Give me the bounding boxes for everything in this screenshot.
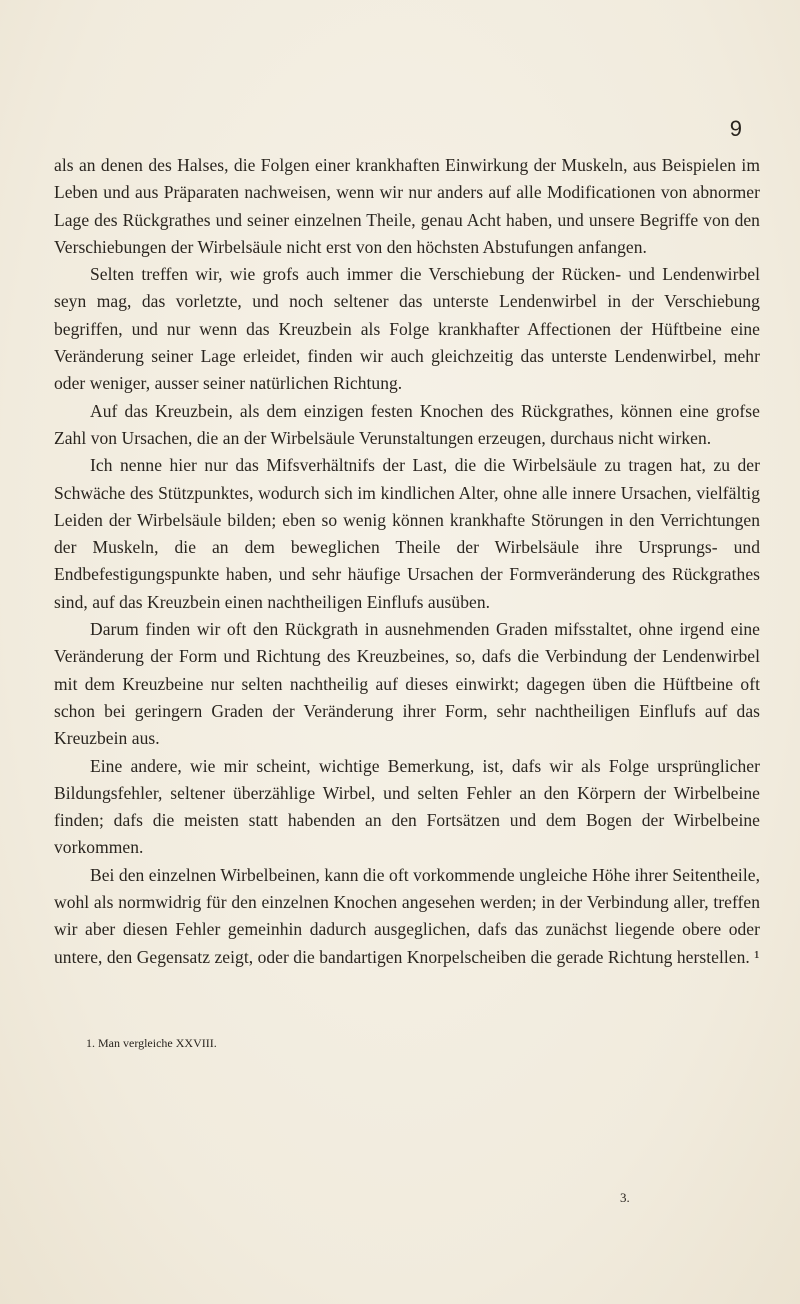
paragraph: Ich nenne hier nur das Mifsverhältnifs der Last, die die Wirbelsäule zu tragen hat, zu der Schwäche des Stützpunktes, wodurch sich im kindlichen Alter, ohne alle innere Ursachen, vielfältig Leiden der Wirbelsäule bilden; eben so wenig können krankhafte Störungen in den Verrichtungen der Muskeln, die an dem beweglichen Theile der Wirbelsäule ihre Ursprungs- und Endbefestigungspunkte haben, und sehr häufige Ursachen der Formveränderung des Rückgrathes sind, auf das Kreuzbein einen nachtheiligen Einflufs ausüben.: [54, 455, 760, 612]
paragraph: Darum finden wir oft den Rückgrath in ausnehmenden Graden mifsstaltet, ohne irgend eine Veränderung der Form und Richtung des Kreuzbeines, so, dafs die Verbindung der Lendenwirbel mit dem Kreuzbeine nur selten nachtheilig auf dieses einwirkt; dagegen üben die Hüftbeine oft schon bei geringern Graden der Veränderung ihrer Form, sehr nachtheiligen Einflufs auf das Kreuzbein aus.: [54, 619, 760, 749]
body-text: [54, 152, 760, 971]
page-number: 9: [729, 116, 742, 141]
paragraph: Auf das Kreuzbein, als dem einzigen festen Knochen des Rückgrathes, können eine grofse Zahl von Ursachen, die an der Wirbelsäule Verunstaltungen erzeugen, durchaus nicht wirken.: [54, 400, 760, 448]
footnote: 1. Man vergleiche XXVIII.: [86, 1036, 217, 1050]
signature-mark: 3.: [620, 1190, 630, 1205]
paragraph: Eine andere, wie mir scheint, wichtige Bemerkung, ist, dafs wir als Folge ursprünglicher Bildungsfehler, seltener überzählige Wirbel, und selten Fehler an den Körpern der Wirbelbeine finden; dafs die meisten statt habenden an den Fortsätzen und dem Bogen der Wirbelbeine vorkommen.: [54, 755, 760, 858]
paragraph: als an denen des Halses, die Folgen einer krankhaften Einwirkung der Muskeln, aus Beispielen im Leben und aus Präparaten nachweisen, wenn wir nur anders auf alle Modificationen von abnormer Lage des Rückgrathes und seiner einzelnen Theile, genau Acht haben, und unsere Begriffe von den Verschiebungen der Wirbelsäule nicht erst von den höchsten Abstufungen anfangen.: [54, 155, 760, 257]
paragraph: Bei den einzelnen Wirbelbeinen, kann die oft vorkommende ungleiche Höhe ihrer Seitentheile, wohl als normwidrig für den einzelnen Knochen angesehen werden; in der Verbindung aller, treffen wir aber diesen Fehler gemeinhin dadurch ausgeglichen, dafs das zunächst liegende obere oder untere, den Gegensatz zeigt, oder die bandartigen Knorpelscheiben die gerade Richtung herstellen. ¹: [54, 864, 760, 967]
paragraph: Selten treffen wir, wie grofs auch immer die Verschiebung der Rücken- und Lendenwirbel seyn mag, das vorletzte, und noch seltener das unterste Lendenwirbel in der Verschiebung begriffen, und nur wenn das Kreuzbein als Folge krankhafter Affectionen der Hüftbeine eine Veränderung seiner Lage erleidet, finden wir auch gleichzeitig das unterste Lendenwirbel, mehr oder weniger, ausser seiner natürlichen Richtung.: [54, 264, 760, 394]
